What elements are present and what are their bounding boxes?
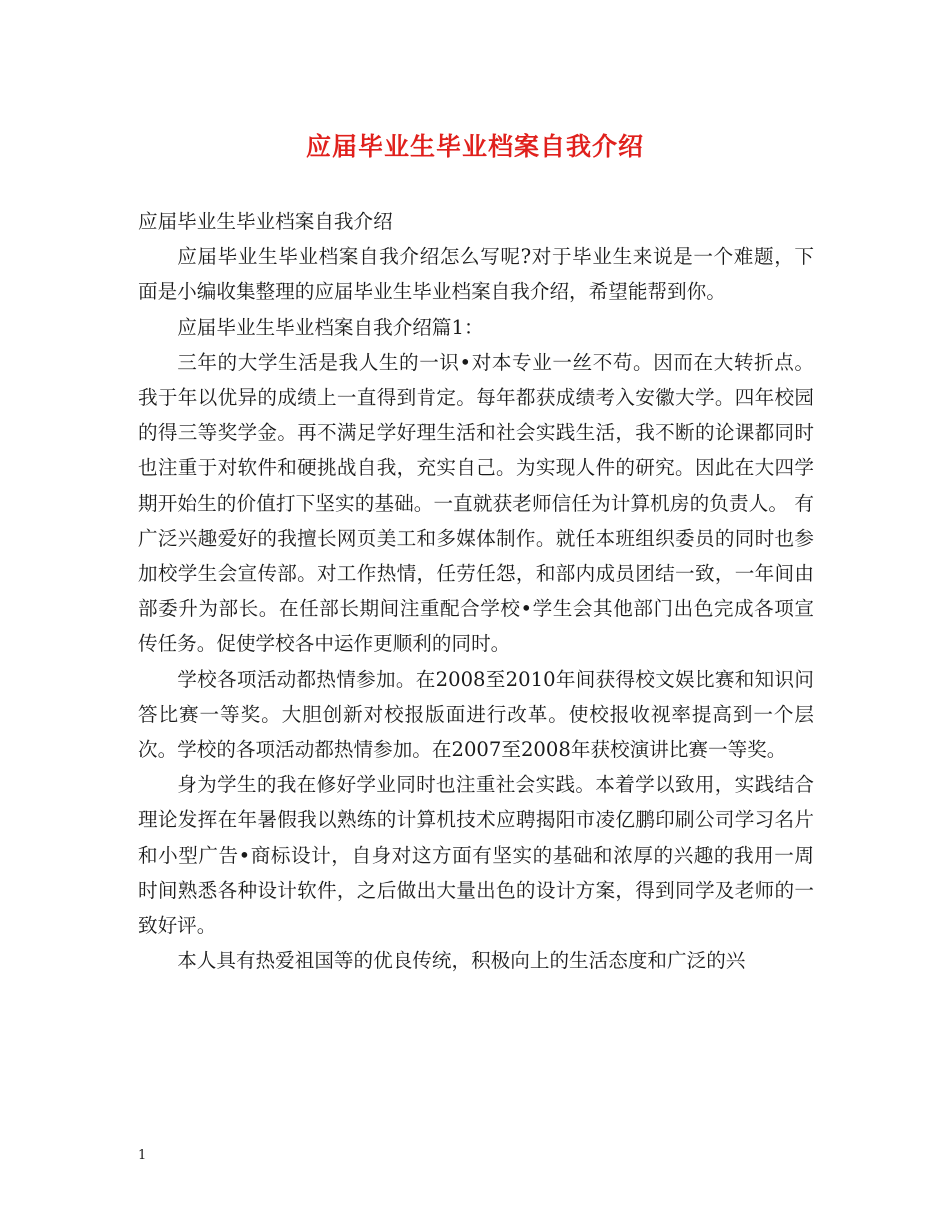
document-body [138, 204, 814, 978]
paragraph-activities: 学校各项活动都热情参加。在2008至2010年间获得校文娱比赛和知识问答比赛一等奖。大胆创新对校报版面进行改革。使校报收视率提高到一个层次。学校的各项活动都热情参加。在2007至2008年获校演讲比赛一等奖。 [138, 667, 814, 762]
paragraph-section-heading: 应届毕业生毕业档案自我介绍篇1： [177, 315, 484, 339]
document-subtitle: 应届毕业生毕业档案自我介绍 [138, 210, 393, 233]
page-number: 1 [138, 1148, 147, 1163]
paragraph-university-life: 三年的大学生活是我人生的一识•对本专业一丝不苟。因而在大转折点。我于年以优异的成绩上一直得到肯定。每年都获成绩考入安徽大学。四年校园的得三等奖学金。再不满足学好理生活和社会实践生活，我不断的论课都同时也注重于对软件和硬挑战自我，充实自己。为实现人件的研究。因此在大四学期开始生的价值打下坚实的基础。一直就获老师信任为计算机房的负责人。 有广泛兴趣爱好的我擅长网页美工和多媒体制作。就任本班组织委员的同时也参加校学生会宣传部。对工作热情，任劳任怨，和部内成员团结一致，一年间由部委升为部长。在任部长期间注重配合学校•学生会其他部门出色完成各项宣传任务。促使学校各中运作更顺利的同时。 [138, 350, 814, 656]
paragraph-personal-qualities: 本人具有热爱祖国等的优良传统，积极向上的生活态度和广泛的兴 [177, 949, 746, 973]
paragraph-intro: 应届毕业生毕业档案自我介绍怎么写呢?对于毕业生来说是一个难题，下面是小编收集整理的应届毕业生毕业档案自我介绍，希望能帮到你。 [138, 245, 814, 304]
paragraph-social-practice: 身为学生的我在修好学业同时也注重社会实践。本着学以致用，实践结合理论发挥在年暑假我以熟练的计算机技术应聘揭阳市凌亿鹏印刷公司学习名片和小型广告•商标设计，自身对这方面有坚实的基础和浓厚的兴趣的我用一周时间熟悉各种设计软件，之后做出大量出色的设计方案，得到同学及老师的一致好评。 [138, 773, 814, 938]
page-title: 应届毕业生毕业档案自我介绍 [305, 132, 644, 161]
